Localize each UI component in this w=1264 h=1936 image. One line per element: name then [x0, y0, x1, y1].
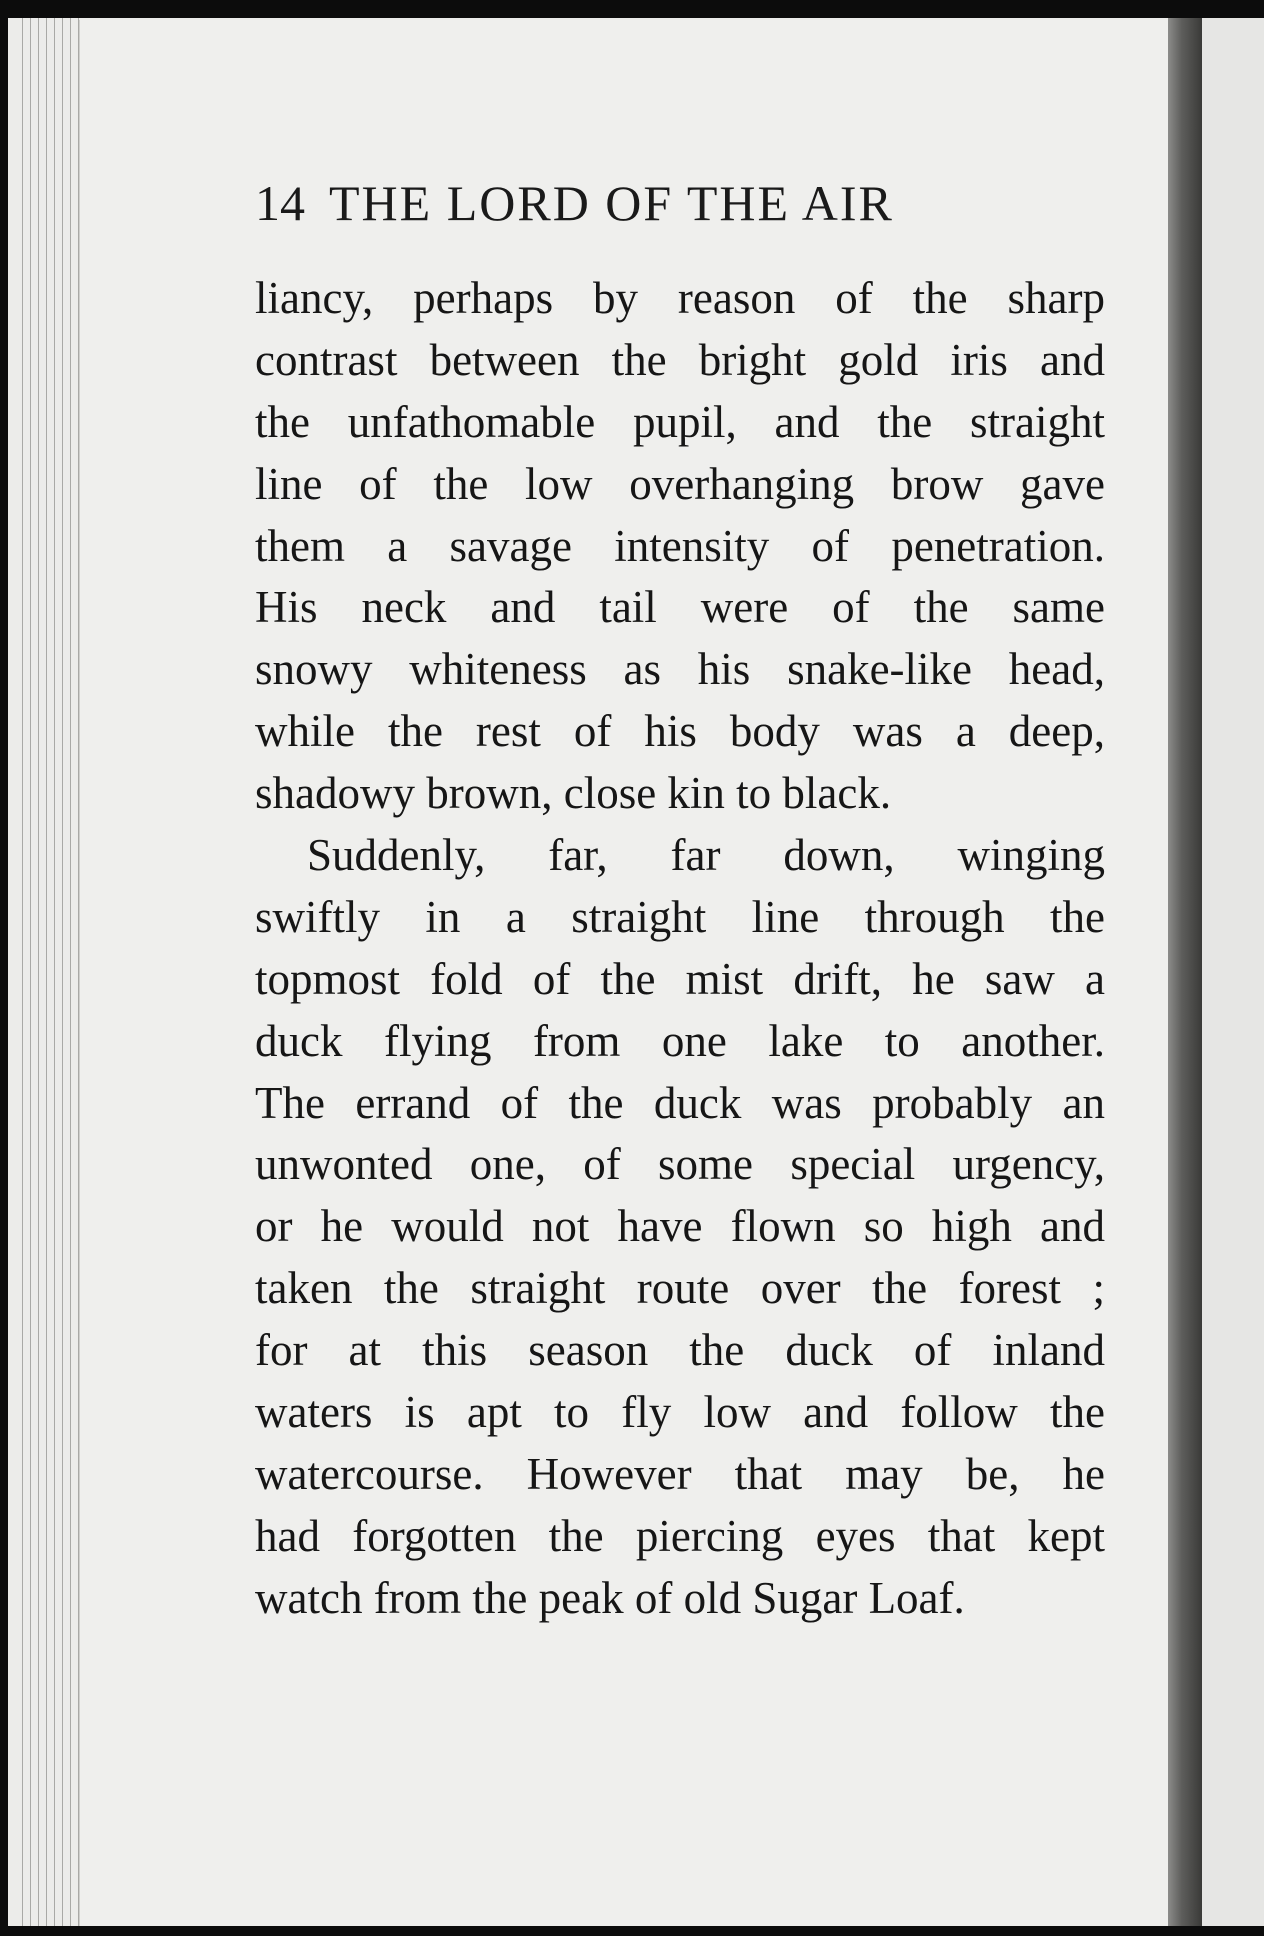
text-line: the unfathomable pupil, and the straight: [255, 396, 1105, 447]
text-line: shadowy brown, close kin to black.: [255, 768, 892, 819]
text-line: line of the low overhanging brow gave: [255, 458, 1105, 509]
paragraph: [255, 825, 1105, 1630]
text-line: Suddenly, far, far down, winging: [307, 830, 1105, 881]
text-line: snowy whiteness as his snake-like head,: [255, 644, 1105, 695]
page-edge-line: [78, 18, 79, 1926]
facing-page-edge: [1202, 18, 1264, 1926]
page-edge-line: [62, 18, 63, 1926]
page-edge-line: [22, 18, 23, 1926]
page-edge-line: [54, 18, 55, 1926]
page-edge-line: [30, 18, 31, 1926]
text-line: liancy, perhaps by reason of the sharp: [255, 273, 1105, 323]
text-line: duck flying from one lake to another.: [255, 1015, 1105, 1066]
text-line: or he would not have flown so high and: [255, 1201, 1105, 1252]
page-edge-line: [70, 18, 71, 1926]
text-line: swiftly in a straight line through the: [255, 891, 1105, 942]
text-line: topmost fold of the mist drift, he saw a: [255, 953, 1105, 1004]
text-line: unwonted one, of some special urgency,: [255, 1139, 1105, 1190]
text-line: contrast between the bright gold iris and: [255, 334, 1105, 385]
text-line: waters is apt to fly low and follow the: [255, 1387, 1105, 1438]
text-line: The errand of the duck was probably an: [255, 1077, 1105, 1128]
text-line: for at this season the duck of inland: [255, 1325, 1105, 1376]
running-header: [255, 168, 1115, 238]
text-line: His neck and tail were of the same: [255, 582, 1105, 633]
text-line: taken the straight route over the forest ;: [255, 1263, 1105, 1314]
page-number: 14: [255, 175, 305, 231]
book-gutter: [1168, 18, 1202, 1926]
text-line: watercourse. However that may be, he: [255, 1448, 1105, 1499]
text-line: while the rest of his body was a deep,: [255, 706, 1105, 757]
text-line: them a savage intensity of penetration.: [255, 520, 1105, 571]
body-text: [255, 268, 1105, 1630]
page-edge-line: [46, 18, 47, 1926]
running-title: THE LORD OF THE AIR: [329, 175, 894, 231]
page-edge-line: [38, 18, 39, 1926]
paragraph: [255, 268, 1105, 825]
text-line: had forgotten the piercing eyes that kept: [255, 1510, 1105, 1561]
text-line: watch from the peak of old Sugar Loaf.: [255, 1572, 965, 1623]
